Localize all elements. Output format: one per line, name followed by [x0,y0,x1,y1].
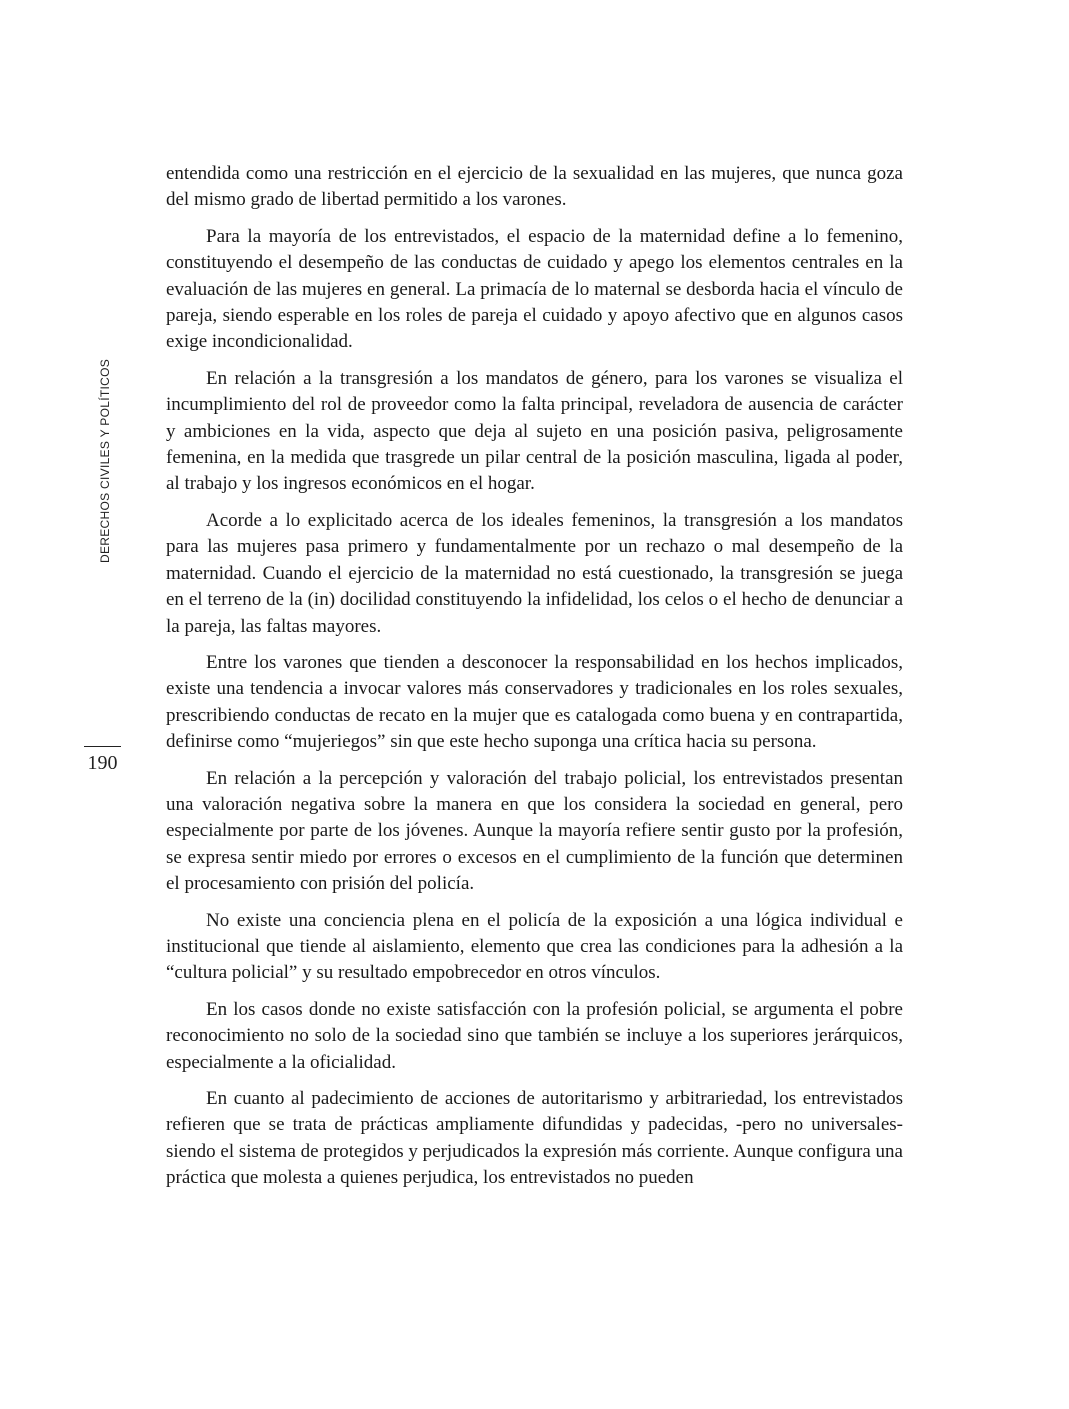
paragraph-7: No existe una conciencia plena en el policía de la exposición a una lógica individual e institucional que tiende al aislamiento, elemento que crea las condiciones para la adhesión a la “cultura policial” y su resultado empobrecedor en otros vínculos. [166,909,903,984]
running-head: DERECHOS CIVILES Y POLÍTICOS [98,358,112,563]
paragraph-5: Entre los varones que tienden a desconocer la responsabilidad en los hechos implicados, existe una tendencia a invocar valores más conservadores y tradicionales en los roles sexuales, prescribiendo conductas de recato en la mujer que es catalogada como buena y en contrapartida, definirse como “mujeriegos” sin que este hecho suponga una crítica hacia su persona. [166,651,903,753]
paragraph-4: Acorde a lo explicitado acerca de los ideales femeninos, la transgresión a los mandatos para las mujeres pasa primero y fundamentalmente por un rechazo o mal desempeño de la maternidad. Cuando el ejercicio de la maternidad no está cuestionado, la transgresión se juega en el terreno de la (in) docilidad constituyendo la infidelidad, los celos o el hecho de denunciar a la pareja, las faltas mayores. [166,509,903,637]
page-number: 190 [84,746,121,775]
paragraph-6: En relación a la percepción y valoración del trabajo policial, los entrevistados presentan una valoración negativa sobre la manera en que los considera la sociedad en general, pero especialmente por parte de los jóvenes. Aunque la mayoría refiere sentir gusto por la profesión, se expresa sentir miedo por errores o excesos en el cumplimiento de la función que determinen el procesamiento con prisión del policía. [166,767,903,895]
paragraph-2: Para la mayoría de los entrevistados, el espacio de la maternidad define a lo femenino, constituyendo el desempeño de las conductas de cuidado y apego los elementos centrales en la evaluación de las mujeres en general. La primacía de lo maternal se desborda hacia el vínculo de pareja, siendo esperable en los roles de pareja el cuidado y apoyo afectivo que en algunos casos exige incondicionalidad. [166,225,903,353]
paragraph-9: En cuanto al padecimiento de acciones de autoritarismo y arbitrariedad, los entrevistados refieren que se trata de prácticas ampliamente difundidas y padecidas, -pero no universales- siendo el sistema de protegidos y perjudicados la expresión más corriente. Aunque configura una práctica que molesta a quienes perjudica, los entrevistados no pueden [166,1088,903,1189]
body-text [166,161,903,1202]
paragraph-1: entendida como una restricción en el ejercicio de la sexualidad en las mujeres, que nunca goza del mismo grado de libertad permitido a los varones. [166,163,903,211]
paragraph-8: En los casos donde no existe satisfacción con la profesión policial, se argumenta el pobre reconocimiento no solo de la sociedad sino que también se incluye a los superiores jerárquicos, especialmente a la oficialidad. [166,998,903,1073]
paragraph-3: En relación a la transgresión a los mandatos de género, para los varones se visualiza el incumplimiento del rol de proveedor como la falta principal, reveladora de ausencia de carácter y ambiciones en la vida, aspecto que deja al sujeto en una posición pasiva, peligrosamente femenina, en la medida que trasgrede un pilar central de la posición masculina, ligada al poder, al trabajo y los ingresos económicos en el hogar. [166,367,903,495]
